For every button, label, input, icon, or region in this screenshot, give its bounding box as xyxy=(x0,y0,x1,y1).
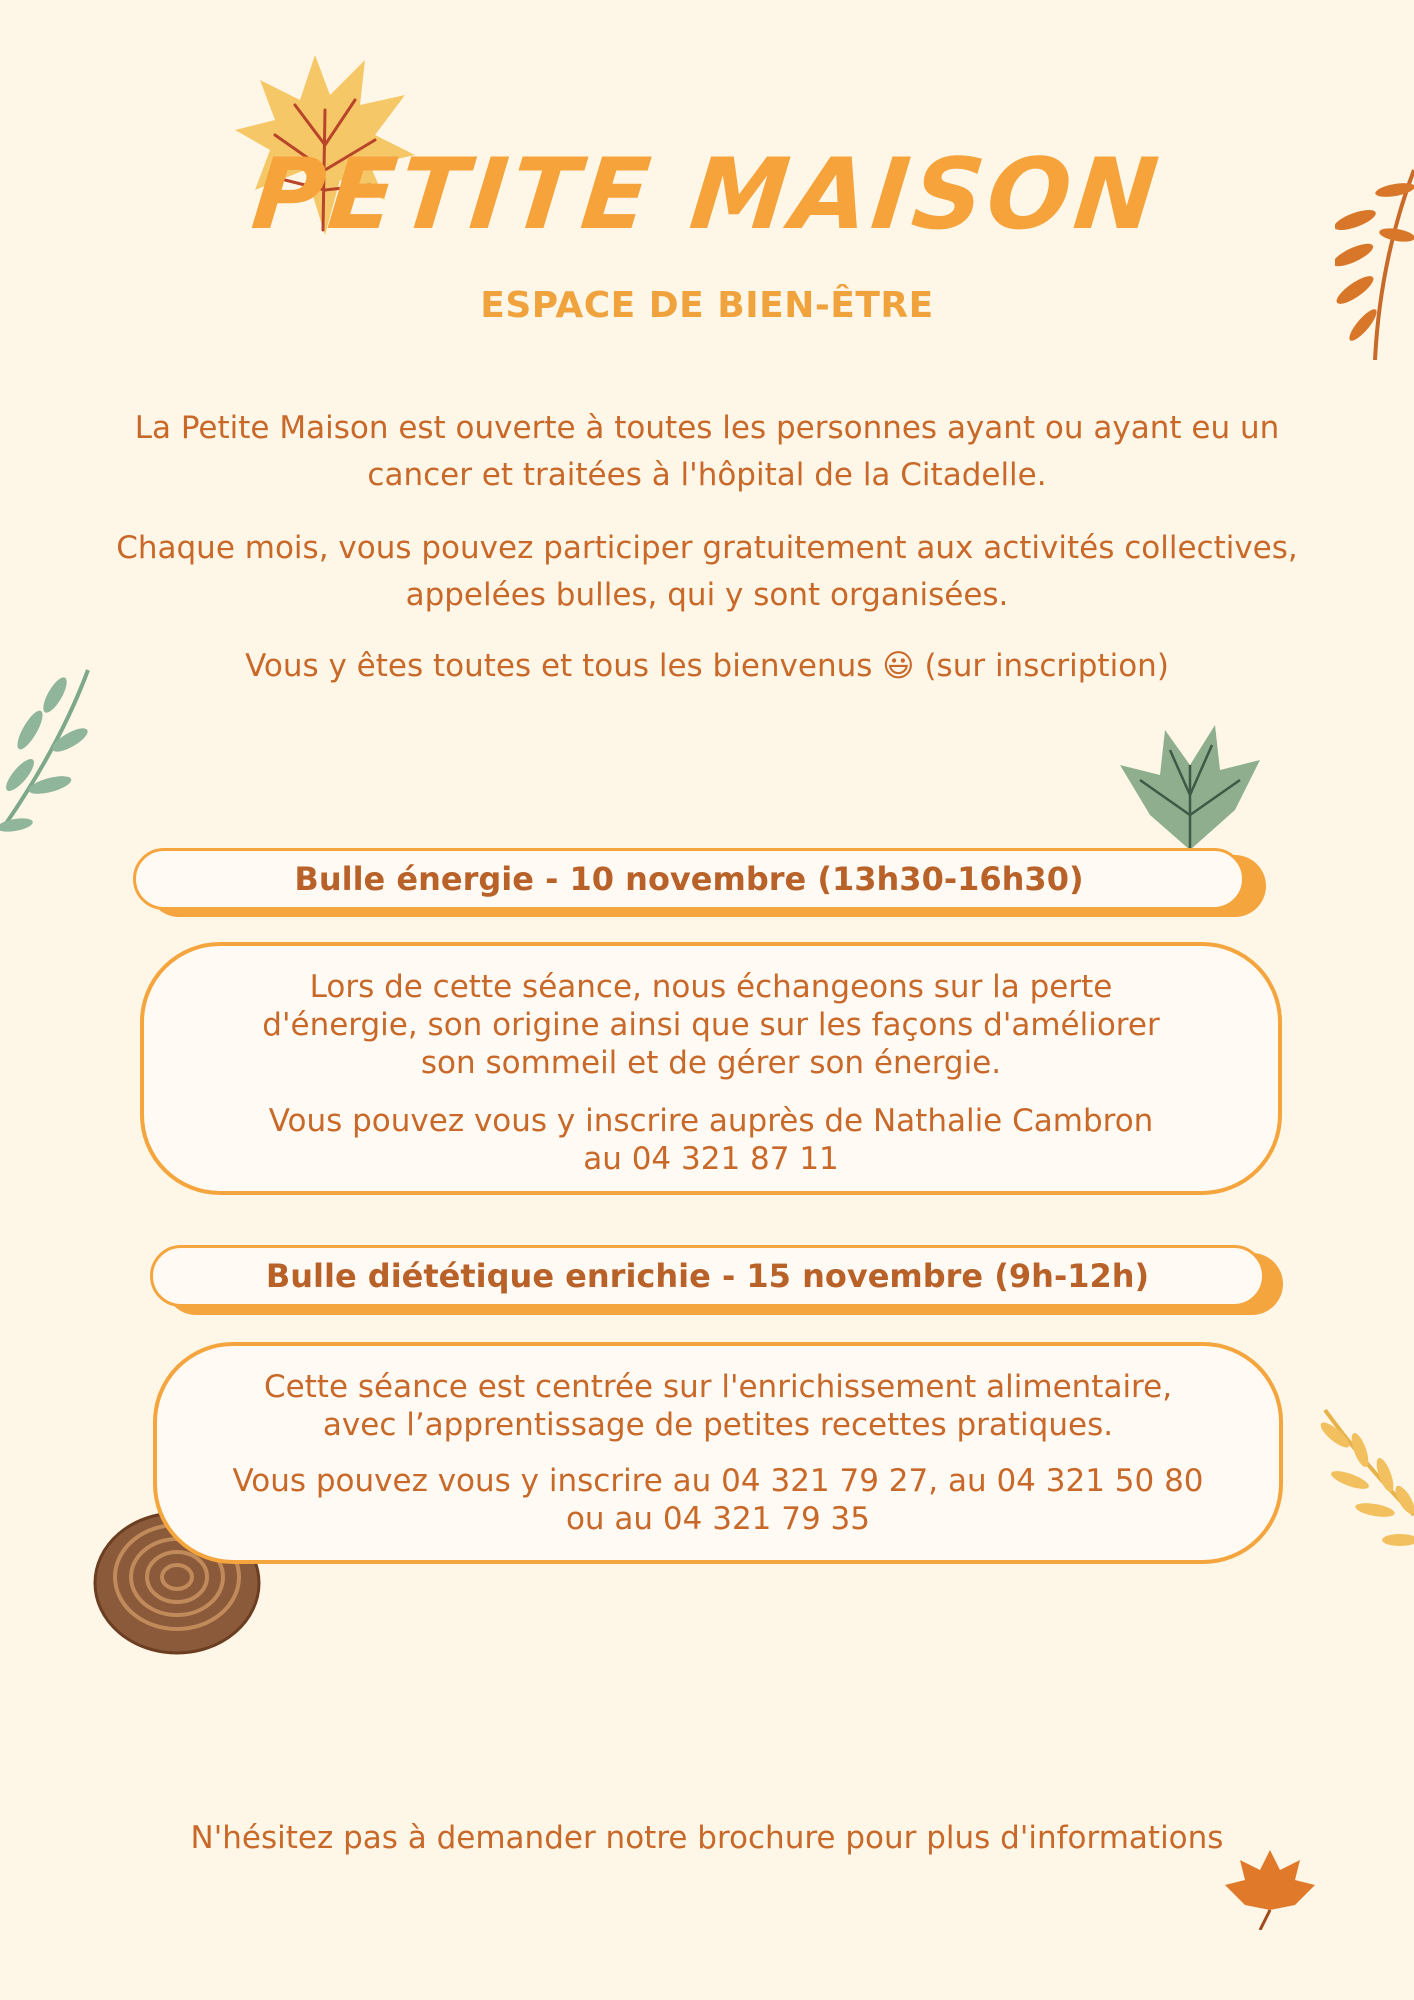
bulle-2-card xyxy=(153,1342,1283,1564)
intro-line: cancer et traitées à l'hôpital de la Citadelle. xyxy=(367,457,1047,493)
bulle-2-desc-line: Cette séance est centrée sur l'enrichissement alimentaire, xyxy=(263,1369,1173,1405)
green-branch-icon xyxy=(0,665,95,840)
smiley-icon: 😃 xyxy=(882,648,915,684)
bulle-1-desc-line: d'énergie, son origine ainsi que sur les façons d'améliorer xyxy=(262,1007,1160,1043)
bulle-1-contact-line: au 04 321 87 11 xyxy=(583,1141,839,1177)
intro-welcome-text: Vous y êtes toutes et tous les bienvenus xyxy=(245,648,873,684)
bulle-1-card xyxy=(140,942,1282,1195)
yellow-branch-icon xyxy=(1315,1405,1414,1555)
page-title: PETITE MAISON xyxy=(247,138,1167,252)
bulle-2-contact-line: Vous pouvez vous y inscrire au 04 321 79 27, au 04 321 50 80 xyxy=(232,1463,1204,1499)
intro-line: La Petite Maison est ouverte à toutes les personnes ayant ou ayant eu un xyxy=(134,410,1280,446)
footer-note: N'hésitez pas à demander notre brochure pour plus d'informations xyxy=(190,1820,1224,1856)
intro-paragraph-1 xyxy=(80,405,1334,499)
bulle-2-title: Bulle diététique enrichie - 15 novembre (9h-12h) xyxy=(150,1245,1265,1307)
intro-line: appelées bulles, qui y sont organisées. xyxy=(405,577,1009,613)
bulle-2-desc-line: avec l’apprentissage de petites recettes pratiques. xyxy=(322,1407,1114,1443)
bulle-2-contact-line: ou au 04 321 79 35 xyxy=(565,1501,871,1537)
bulle-1-desc-line: son sommeil et de gérer son énergie. xyxy=(420,1045,1002,1081)
intro-line: Chaque mois, vous pouvez participer gratuitement aux activités collectives, xyxy=(116,530,1298,566)
bulle-1-desc-line: Lors de cette séance, nous échangeons sur la perte xyxy=(309,969,1113,1005)
green-leaf-icon xyxy=(1120,725,1260,850)
small-maple-leaf-icon xyxy=(1225,1850,1315,1930)
intro-paragraph-3 xyxy=(80,643,1334,690)
intro-paragraph-2 xyxy=(80,525,1334,619)
page-subtitle: ESPACE DE BIEN-ÊTRE xyxy=(480,285,934,326)
bulle-1-title: Bulle énergie - 10 novembre (13h30-16h30) xyxy=(133,848,1245,910)
intro-registration-note: (sur inscription) xyxy=(924,648,1169,684)
bulle-1-contact-line: Vous pouvez vous y inscrire auprès de Nathalie Cambron xyxy=(268,1103,1154,1139)
